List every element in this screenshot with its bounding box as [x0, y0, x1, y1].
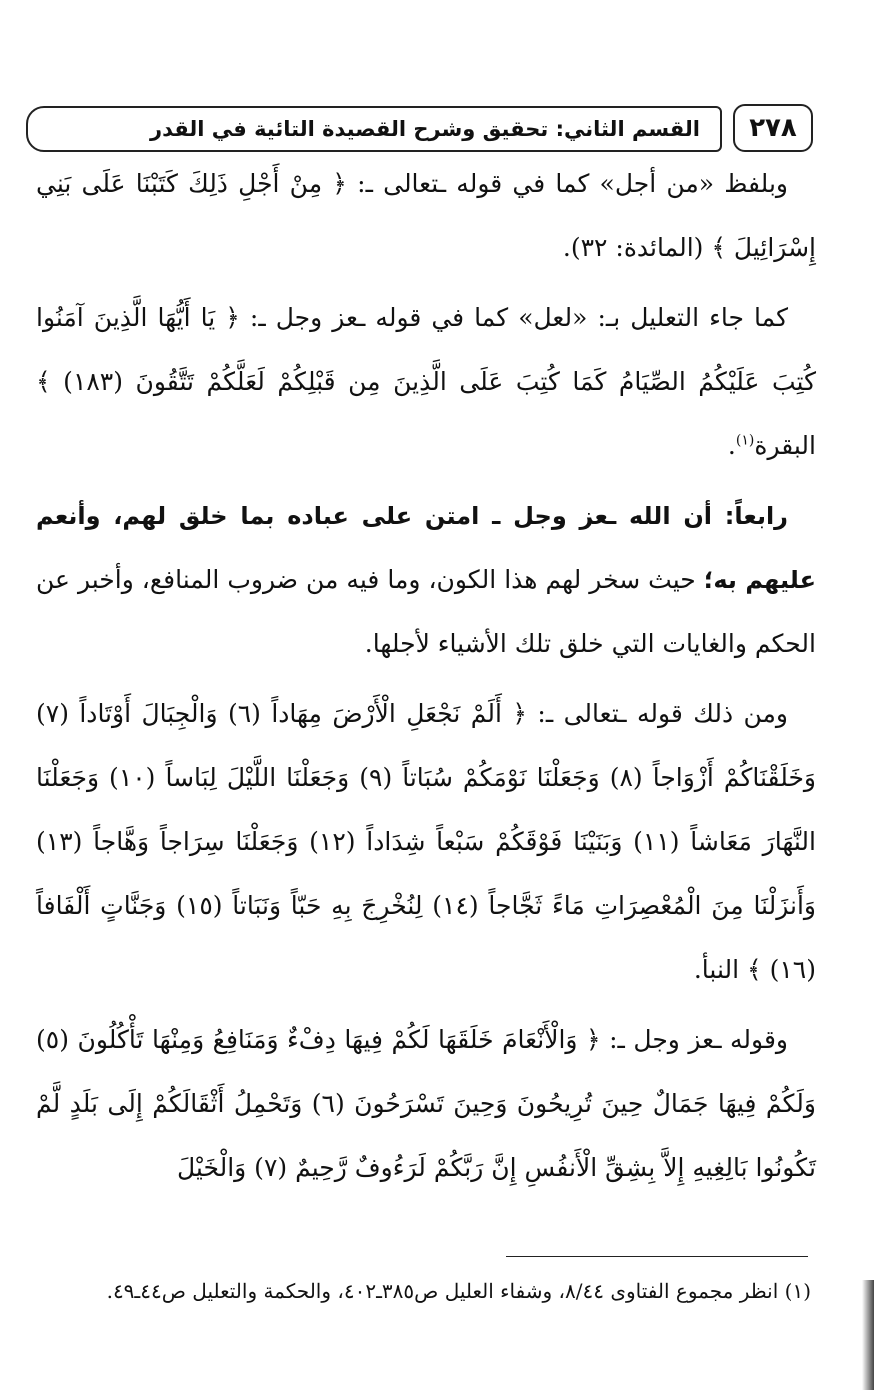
paragraph-4-text: ومن ذلك قوله ـتعالى ـ: ﴿ أَلَمْ نَجْعَلِ الْأَرْضَ مِهَاداً (٦) وَالْجِبَالَ أَوْتَاداً (٧) وَخَلَقْنَاكُمْ أَزْوَاجاً (٨) وَجَعَلْنَا نَوْمَكُمْ سُبَاتاً (٩) وَجَعَلْنَا اللَّيْلَ لِبَاساً (١٠) وَجَعَلْنَا النَّهَارَ مَعَاشاً (١١) وَبَنَيْنَا فَوْقَكُمْ سَبْعاً شِدَاداً (١٢) وَجَعَلْنَا سِرَاجاً وَهَّاجاً (١٣) وَأَنزَلْنَا مِنَ الْمُعْصِرَاتِ مَاءً ثَجَّاجاً (١٤) لِنُخْرِجَ بِهِ حَبّاً وَنَبَاتاً (١٥) وَجَنَّاتٍ أَلْفَافاً (١٦) ﴾ النبأ. — [36, 699, 816, 984]
running-header-title: القسم الثاني: تحقيق وشرح القصيدة التائية في القدر — [150, 117, 700, 141]
paragraph-2-text: كما جاء التعليل بـ: «لعل» كما في قوله ـعز وجل ـ: ﴿ يَا أَيُّهَا الَّذِينَ آمَنُوا كُتِبَ عَلَيْكُمُ الصِّيَامُ كَمَا كُتِبَ عَلَى الَّذِينَ مِن قَبْلِكُمْ لَعَلَّكُمْ تَتَّقُونَ (١٨٣) ﴾ البقرة — [36, 303, 816, 460]
page-number: ٢٧٨ — [749, 113, 797, 143]
paragraph-3-heading: رابعاً: أن الله ـعز وجل ـ امتن على عباده بما خلق لهم، وأنعم عليهم به؛ — [36, 502, 816, 594]
paragraph-5 — [36, 1008, 816, 1200]
paragraph-4 — [36, 682, 816, 1002]
paragraph-5-text: وقوله ـعز وجل ـ: ﴿ وَالْأَنْعَامَ خَلَقَهَا لَكُمْ فِيهَا دِفْءٌ وَمَنَافِعُ وَمِنْهَا تَأْكُلُونَ (٥) وَلَكُمْ فِيهَا جَمَالٌ حِينَ تُرِيحُونَ وَحِينَ تَسْرَحُونَ (٦) وَتَحْمِلُ أَثْقَالَكُمْ إِلَى بَلَدٍ لَّمْ تَكُونُوا بَالِغِيهِ إِلاَّ بِشِقِّ الْأَنفُسِ إِنَّ رَبَّكُمْ لَرَءُوفٌ رَّحِيمٌ (٧) وَالْخَيْلَ — [36, 1025, 816, 1182]
page-edge-shadow — [862, 1280, 874, 1390]
paragraph-1-text: وبلفظ «من أجل» كما في قوله ـتعالى ـ: ﴿ مِنْ أَجْلِ ذَلِكَ كَتَبْنَا عَلَى بَنِي إِسْرَائِيلَ ﴾ (المائدة: ٣٢). — [36, 169, 816, 262]
paragraph-2-tail: . — [727, 431, 736, 460]
body-text — [36, 152, 816, 1200]
paragraph-2 — [36, 286, 816, 478]
paragraph-3-text: حيث سخر لهم هذا الكون، وما فيه من ضروب المنافع، وأخبر عن الحكم والغايات التي خلق تلك الأشياء لأجلها. — [36, 565, 816, 658]
running-header — [26, 106, 722, 152]
footnote-reference: (١) — [735, 432, 755, 449]
page-number-box — [733, 104, 813, 152]
footnote-separator — [506, 1256, 808, 1257]
paragraph-3 — [36, 484, 816, 676]
footnote: (١) انظر مجموع الفتاوى ٨/٤٤، وشفاء العليل ص٣٨٥ـ٤٠٢، والحكمة والتعليل ص٤٤ـ٤٩. — [106, 1279, 811, 1303]
paragraph-1 — [36, 152, 816, 280]
